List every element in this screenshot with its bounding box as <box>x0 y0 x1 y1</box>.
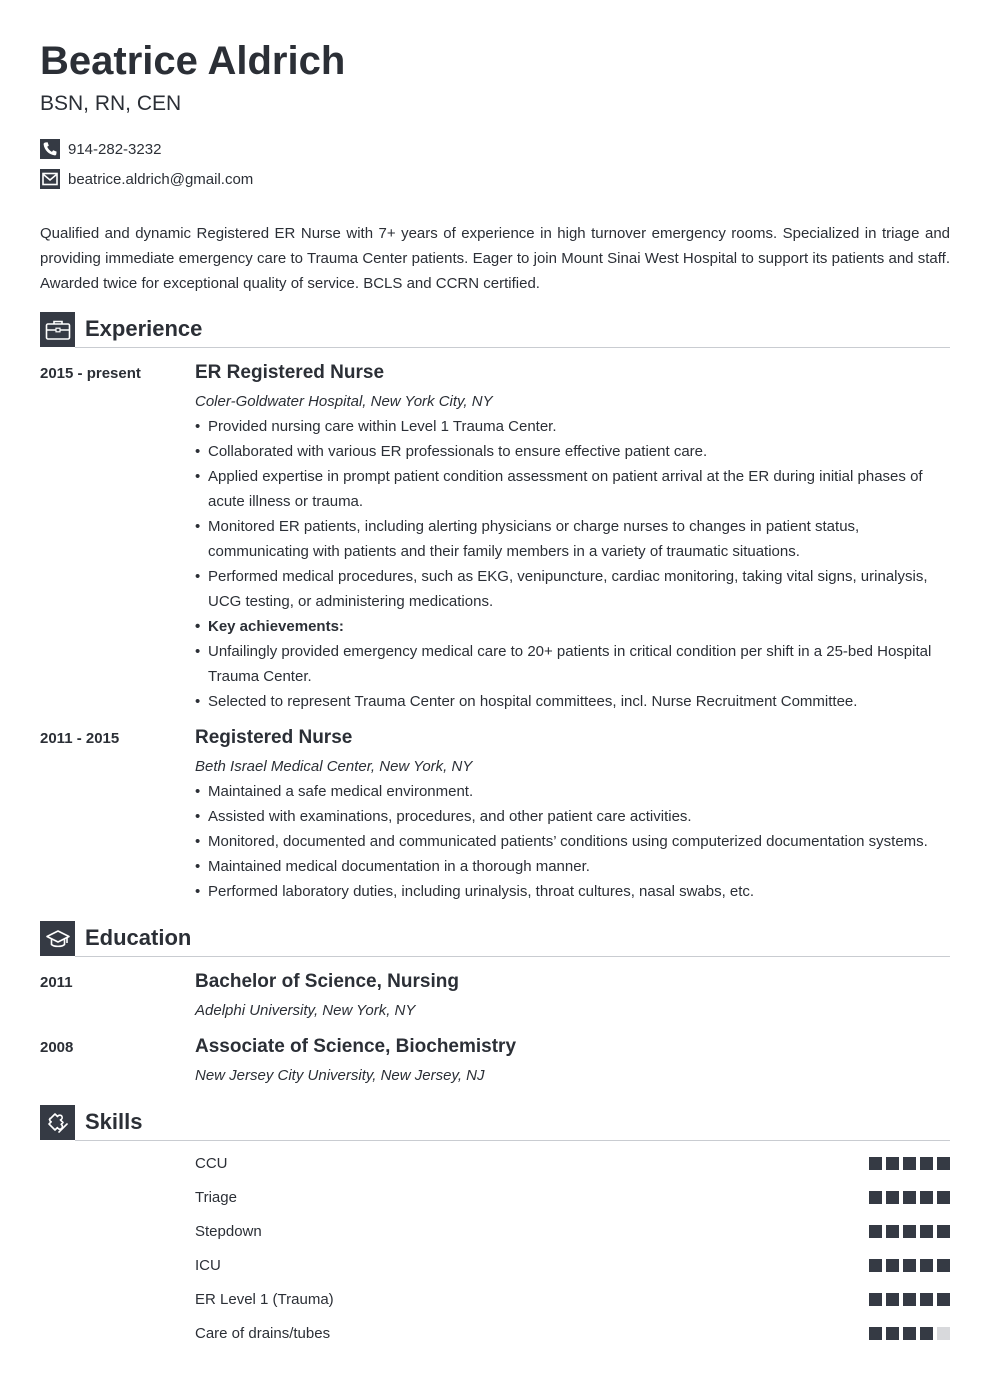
skill-level-box-filled <box>937 1225 950 1238</box>
skills-heading: Skills <box>85 1109 143 1134</box>
list-item: • Assisted with examinations, procedures, and other patient care activities. <box>195 804 950 829</box>
skill-level-meter <box>865 1225 950 1238</box>
skill-level-meter <box>865 1327 950 1340</box>
skill-level-box-filled <box>920 1293 933 1306</box>
skill-level-box-filled <box>886 1259 899 1272</box>
job-employer: Coler-Goldwater Hospital, New York City, NY <box>195 393 493 410</box>
job-dates: 2011 - 2015 <box>40 730 120 747</box>
list-item: • Monitored, documented and communicated patients’ conditions using computerized documentation systems. <box>195 829 950 854</box>
skill-level-meter <box>865 1157 950 1170</box>
skill-level-box-filled <box>937 1191 950 1204</box>
skill-level-box-filled <box>903 1157 916 1170</box>
skill-level-meter <box>865 1191 950 1204</box>
skill-level-box-filled <box>920 1225 933 1238</box>
education-year: 2008 <box>40 1039 74 1056</box>
skill-level-box-filled <box>920 1259 933 1272</box>
skill-level-box-filled <box>886 1327 899 1340</box>
degree-title: Bachelor of Science, Nursing <box>195 971 459 992</box>
skill-name: Care of drains/tubes <box>195 1325 331 1342</box>
skill-level-box-filled <box>869 1225 882 1238</box>
experience-heading: Experience <box>85 316 203 341</box>
skill-name: ER Level 1 (Trauma) <box>195 1291 334 1308</box>
list-item: • Collaborated with various ER professionals to ensure effective patient care. <box>195 439 950 464</box>
list-item: • Maintained a safe medical environment. <box>195 779 950 804</box>
candidate-name: Beatrice Aldrich <box>40 39 346 83</box>
job-title: Registered Nurse <box>195 727 353 748</box>
list-item: • Monitored ER patients, including alerting physicians or charge nurses to changes in patient status, communicating with patients and their family members in a variety of traumatic situations. <box>195 514 950 564</box>
contact-email <box>40 169 253 189</box>
skill-row <box>195 1187 950 1209</box>
skill-level-box-filled <box>869 1191 882 1204</box>
skill-name: Stepdown <box>195 1223 262 1240</box>
list-item: • Applied expertise in prompt patient condition assessment on patient arrival at the ER during initial phases of acute illness or trauma. <box>195 464 950 514</box>
skill-level-box-empty <box>937 1327 950 1340</box>
skills-section-header <box>40 1105 950 1141</box>
skill-level-meter <box>865 1259 950 1272</box>
candidate-credentials: BSN, RN, CEN <box>40 92 182 115</box>
contact-phone <box>40 139 161 159</box>
experience-section-header <box>40 312 950 348</box>
list-item: • Performed medical procedures, such as EKG, venipuncture, cardiac monitoring, taking vital signs, urinalysis, UCG testing, or administering medications. <box>195 564 950 614</box>
skill-name: Triage <box>195 1189 237 1206</box>
phone-number: 914-282-3232 <box>68 140 162 158</box>
skill-level-box-filled <box>920 1191 933 1204</box>
skill-level-box-filled <box>869 1327 882 1340</box>
skill-row <box>195 1153 950 1175</box>
briefcase-icon <box>40 312 75 347</box>
list-item: • Selected to represent Trauma Center on hospital committees, incl. Nurse Recruitment Committee. <box>195 689 950 714</box>
envelope-icon <box>40 169 60 189</box>
skill-level-box-filled <box>869 1259 882 1272</box>
skill-level-box-filled <box>920 1157 933 1170</box>
education-section-header <box>40 921 950 957</box>
skill-level-box-filled <box>903 1225 916 1238</box>
degree-title: Associate of Science, Biochemistry <box>195 1036 517 1057</box>
skill-name: ICU <box>195 1257 221 1274</box>
skill-level-box-filled <box>869 1293 882 1306</box>
skill-level-box-filled <box>903 1191 916 1204</box>
skill-level-box-filled <box>869 1157 882 1170</box>
skill-level-box-filled <box>886 1225 899 1238</box>
education-entry <box>195 1035 950 1088</box>
section-divider <box>75 1140 950 1141</box>
skill-level-meter <box>865 1293 950 1306</box>
job-employer: Beth Israel Medical Center, New York, NY <box>195 758 473 775</box>
skill-level-box-filled <box>937 1259 950 1272</box>
skill-row <box>195 1323 950 1345</box>
skill-row <box>195 1289 950 1311</box>
skill-level-box-filled <box>920 1327 933 1340</box>
list-item: • Maintained medical documentation in a thorough manner. <box>195 854 950 879</box>
skill-name: CCU <box>195 1155 228 1172</box>
education-heading: Education <box>85 925 192 950</box>
school-name: Adelphi University, New York, NY <box>195 1002 416 1019</box>
skill-level-box-filled <box>886 1293 899 1306</box>
section-divider <box>75 956 950 957</box>
phone-icon <box>40 139 60 159</box>
job-duties-list <box>195 414 950 714</box>
email-address: beatrice.aldrich@gmail.com <box>68 170 254 188</box>
job-dates: 2015 - present <box>40 365 141 382</box>
graduation-cap-icon <box>40 921 75 956</box>
skill-row <box>195 1221 950 1243</box>
puzzle-piece-icon <box>40 1105 75 1140</box>
skill-row <box>195 1255 950 1277</box>
job-duties-list <box>195 779 950 904</box>
skill-level-box-filled <box>903 1259 916 1272</box>
skill-level-box-filled <box>903 1293 916 1306</box>
job-entry <box>195 726 950 904</box>
skill-level-box-filled <box>903 1327 916 1340</box>
list-item: • Unfailingly provided emergency medical care to 20+ patients in critical condition per shift in a 25-bed Hospital Trauma Center. <box>195 639 950 689</box>
education-entry <box>195 970 950 1023</box>
list-item: • Provided nursing care within Level 1 Trauma Center. <box>195 414 950 439</box>
skill-level-box-filled <box>937 1157 950 1170</box>
skill-level-box-filled <box>937 1293 950 1306</box>
job-entry <box>195 361 950 714</box>
job-title: ER Registered Nurse <box>195 362 385 383</box>
skill-level-box-filled <box>886 1157 899 1170</box>
list-item: • Performed laboratory duties, including urinalysis, throat cultures, nasal swabs, etc. <box>195 879 950 904</box>
skill-level-box-filled <box>886 1191 899 1204</box>
school-name: New Jersey City University, New Jersey, NJ <box>195 1067 485 1084</box>
section-divider <box>75 347 950 348</box>
profile-summary: Qualified and dynamic Registered ER Nurse with 7+ years of experience in high turnover emergency rooms. Specialized in triage and providing immediate emergency care to Trauma Center patients. Eager to join Mount Sinai West Hospital to support its patients and staff. Awarded twice for exceptional quality of service. BCLS and CCRN certified. <box>40 225 950 292</box>
education-year: 2011 <box>40 974 73 991</box>
key-achievements-label: • Key achievements: <box>195 614 950 639</box>
